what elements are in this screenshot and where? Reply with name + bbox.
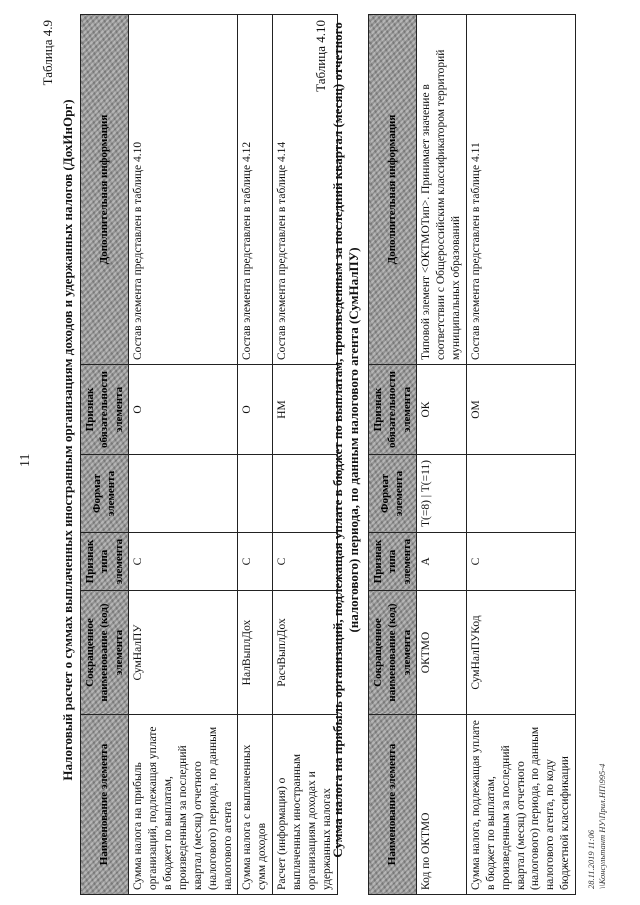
table-row — [416, 15, 466, 895]
footer-path: \\Консультант НУ\Прил.НП\995-4 — [597, 763, 608, 889]
table-cell: Состав элемента представлен в таблице 4.10 — [128, 15, 238, 365]
table-title: Сумма налога на прибыль организаций, подлежащая уплате в бюджет по выплатам, произведенным за последний квартал (месяц) отчетного (налогового) периода, по данным налогового агента (СумНалПУ) — [330, 22, 362, 858]
table-cell: Код по ОКТМО — [416, 715, 466, 895]
table-cell: Сумма налога на прибыль организаций, подлежащая уплате в бюджет по выплатам, произведенным за последний квартал (месяц) отчетного (налогового) периода, по данным налогового агента — [128, 715, 238, 895]
table-cell: ОКТМО — [416, 591, 466, 715]
table-row — [238, 15, 273, 895]
table-cell: Сумма налога, подлежащая уплате в бюджет по выплатам, произведенным за последний квартал (месяц) отчетного (налогового) периода, по данным налогового агента, по коду бюджетной классификации — [466, 715, 576, 895]
element-table — [368, 14, 576, 895]
table-cell: СумНалПУКод — [466, 591, 576, 715]
element-table — [80, 14, 338, 895]
table-cell: СумНалПУ — [128, 591, 238, 715]
table-cell — [128, 455, 238, 533]
table-cell: ОМ — [466, 365, 576, 455]
column-header: Дополнительная информация — [81, 15, 129, 365]
column-header: Наименование элемента — [81, 715, 129, 895]
column-header: Сокращенное наименование (код) элемента — [81, 591, 129, 715]
table-cell: Типовой элемент <ОКТМОТип>. Принимает значение в соответствии с Общероссийским классификатором территорий муниципальных образований — [416, 15, 466, 365]
table-cell: РасчВыплДох — [273, 591, 338, 715]
table-title: Налоговый расчет о суммах выплаченных иностранным организациям доходов и удержанных налогов (ДохИнОрг) — [60, 99, 75, 781]
footer-timestamp: 28.11.2019 11:06 — [586, 830, 596, 889]
column-header: Признак обязательности элемента — [81, 365, 129, 455]
table-cell: Состав элемента представлен в таблице 4.14 — [273, 15, 338, 365]
column-header: Признак типа элемента — [369, 533, 417, 591]
footer — [586, 764, 609, 889]
column-header: Признак типа элемента — [81, 533, 129, 591]
table-cell: О — [238, 365, 273, 455]
table-row — [128, 15, 238, 895]
table-cell: ОК — [416, 365, 466, 455]
table-cell: С — [466, 533, 576, 591]
table-label: Таблица 4.9 — [40, 20, 55, 86]
table-cell — [238, 455, 273, 533]
table-cell: С — [238, 533, 273, 591]
table-row — [466, 15, 576, 895]
table-cell: А — [416, 533, 466, 591]
column-header: Формат элемента — [369, 455, 417, 533]
table-cell: T(=8) | T(=11) — [416, 455, 466, 533]
column-header: Дополнительная информация — [369, 15, 417, 365]
table-cell: НМ — [273, 365, 338, 455]
table-cell: О — [128, 365, 238, 455]
column-header: Признак обязательности элемента — [369, 365, 417, 455]
table-cell: С — [273, 533, 338, 591]
table-cell: НалВыплДох — [238, 591, 273, 715]
table-cell — [466, 455, 576, 533]
table-cell: Состав элемента представлен в таблице 4.11 — [466, 15, 576, 365]
table-cell: Сумма налога с выплаченных сумм доходов — [238, 715, 273, 895]
table-cell: Состав элемента представлен в таблице 4.12 — [238, 15, 273, 365]
table-cell: С — [128, 533, 238, 591]
table-label: Таблица 4.10 — [313, 20, 328, 92]
column-header: Наименование элемента — [369, 715, 417, 895]
column-header: Формат элемента — [81, 455, 129, 533]
table-cell — [273, 455, 338, 533]
page-number: 11 — [18, 453, 33, 467]
column-header: Сокращенное наименование (код) элемента — [369, 591, 417, 715]
table-cell: Расчет (информация) о выплаченных иностранным организациям доходах и удержанных налогах — [273, 715, 338, 895]
